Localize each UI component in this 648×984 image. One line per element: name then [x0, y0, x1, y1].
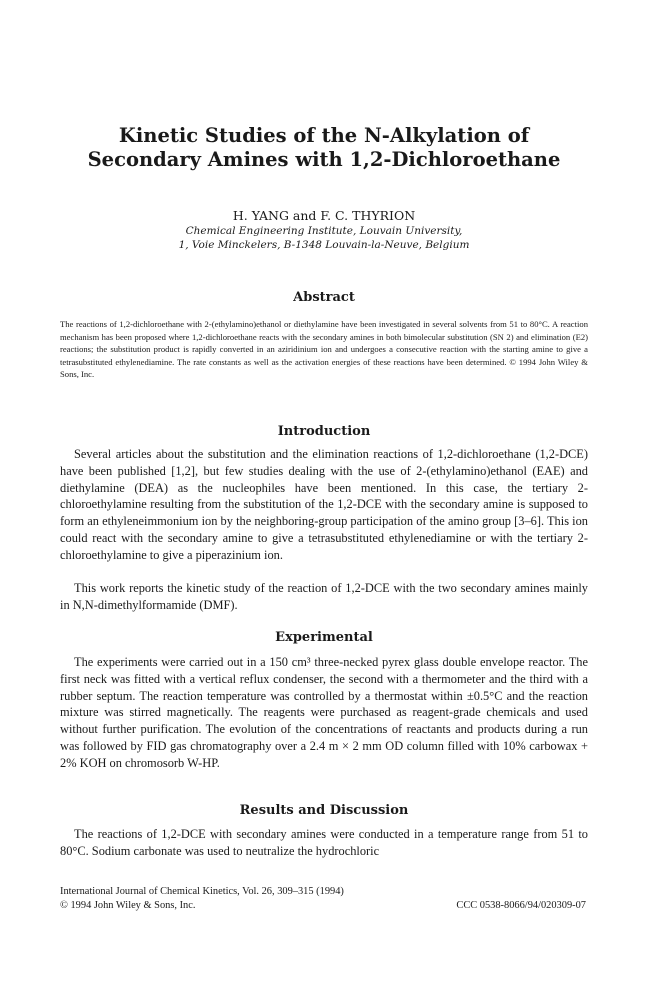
title-line-2: Secondary Amines with 1,2-Dichloroethane [87, 148, 561, 171]
footer-journal: International Journal of Chemical Kinetics, Vol. 26, 309–315 (1994) [60, 886, 344, 897]
authors: H. YANG and F. C. THYRION [232, 208, 416, 223]
introduction-paragraph-1: Several articles about the substitution and the elimination reactions of 1,2-dichloroethane (1,2-DCE) have been published [1,2], but few studies dealing with the use of 2-(ethylamino)ethanol (EAE) and diethylamine (DEA) as the nucleophiles have been mentioned. In this case, the tertiary 2-chloroethylamine resulting from the substitution of the 1,2-DCE with the secondary amine is supposed to form an ethyleneimmonium ion by the neighboring-group participation of the amino group [3–6]. This ion could react with the secondary amine to give a tetrasubstituted ethylenediamine or with the tertiary 2-chloroethylamine to give a piperazinium ion. [60, 447, 588, 562]
affiliation-line-2: 1, Voie Minckelers, B-1348 Louvain-la-Neuve, Belgium [178, 239, 470, 251]
affiliation-line-1: Chemical Engineering Institute, Louvain University, [185, 225, 463, 237]
abstract-heading: Abstract [293, 290, 355, 305]
paper-title [60, 124, 588, 172]
affiliation [60, 224, 588, 252]
footer-citation [60, 885, 344, 912]
title-line-1: Kinetic Studies of the N-Alkylation of [118, 124, 530, 147]
experimental-paragraph: The experiments were carried out in a 150 cm³ three-necked pyrex glass double envelope reactor. The first neck was fitted with a vertical reflux condenser, the second with a thermometer and the third with a rubber septum. The reaction temperature was controlled by a thermostat within ±0.5°C and the reaction mixture was stirred magnetically. The reagents were purchased as reagent-grade chemicals and used without further purification. The evolution of the concentrations of reactants and products during a run was followed by FID gas chromatography over a 2.4 m × 2 mm OD column filled with 10% carbowax + 2% KOH on chromosorb W-HP. [60, 655, 588, 770]
introduction-heading: Introduction [277, 424, 371, 439]
footer-ccc-code: CCC 0538-8066/94/020309-07 [456, 899, 586, 911]
experimental-heading: Experimental [275, 630, 373, 645]
footer-copyright: © 1994 John Wiley & Sons, Inc. [60, 899, 196, 911]
introduction-paragraph-2: This work reports the kinetic study of the reaction of 1,2-DCE with the two secondary amines mainly in N,N-dimethylformamide (DMF). [60, 581, 588, 612]
results-heading: Results and Discussion [239, 803, 409, 818]
results-paragraph: The reactions of 1,2-DCE with secondary amines were conducted in a temperature range from 51 to 80°C. Sodium carbonate was used to neutralize the hydrochloric [60, 827, 588, 858]
abstract-text: The reactions of 1,2-dichloroethane with 2-(ethylamino)ethanol or diethylamine have been investigated in several solvents from 51 to 80°C. A reaction mechanism has been proposed where 1,2-dichloroethane reacts with the secondary amines in both bimolecular substitution (SN 2) and elimination (E2) reactions; the substitution product is rapidly converted in an aziridinium ion and undergoes a consecutive reaction with the starting amine to give a tetrasubstituted ethylenediamine. The rate constants as well as the activation energies of these reactions have been determined. © 1994 John Wiley & Sons, Inc. [60, 319, 588, 380]
